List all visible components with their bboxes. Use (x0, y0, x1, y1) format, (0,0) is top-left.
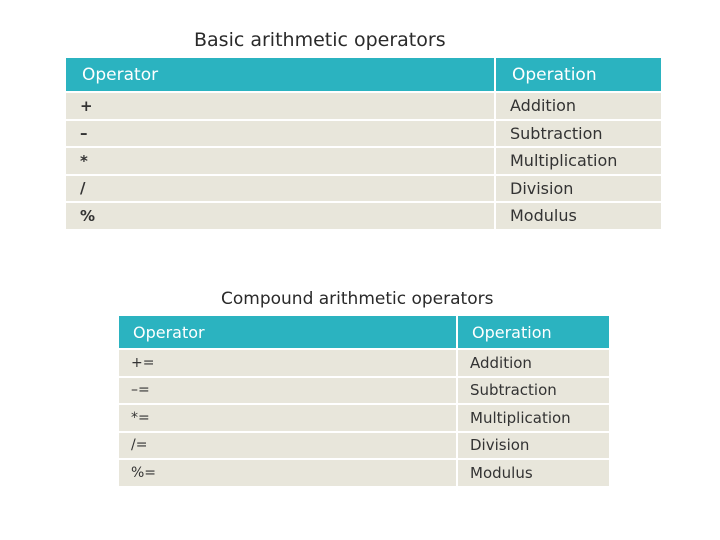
operator-cell: –= (119, 377, 457, 405)
operation-cell: Addition (457, 349, 609, 377)
operator-cell: += (119, 349, 457, 377)
operation-cell: Division (495, 175, 661, 203)
operation-cell: Addition (495, 92, 661, 120)
operation-column-header: Operation (457, 316, 609, 349)
compound-operators-caption: Compound arithmetic operators (221, 289, 494, 309)
operator-cell: + (66, 92, 495, 120)
operator-cell: /= (119, 432, 457, 460)
operator-cell: / (66, 175, 495, 203)
table-row (66, 202, 661, 229)
table-row (119, 432, 609, 460)
operation-cell: Modulus (495, 202, 661, 229)
basic-operators-table (66, 58, 661, 229)
operator-cell: – (66, 120, 495, 148)
operation-cell: Subtraction (457, 377, 609, 405)
operator-cell: *= (119, 404, 457, 432)
table-header-row (119, 316, 609, 349)
operator-cell: * (66, 147, 495, 175)
operation-cell: Multiplication (457, 404, 609, 432)
compound-operators-table (119, 316, 609, 486)
table-row (66, 175, 661, 203)
operation-cell: Modulus (457, 459, 609, 486)
table-row (66, 147, 661, 175)
basic-operators-caption: Basic arithmetic operators (194, 29, 446, 51)
operation-cell: Division (457, 432, 609, 460)
table-header-row (66, 58, 661, 92)
table-row (119, 459, 609, 486)
table-row (119, 404, 609, 432)
operator-cell: % (66, 202, 495, 229)
table-row (119, 349, 609, 377)
operator-cell: %= (119, 459, 457, 486)
operation-column-header: Operation (495, 58, 661, 92)
operation-cell: Multiplication (495, 147, 661, 175)
operation-cell: Subtraction (495, 120, 661, 148)
table-row (66, 92, 661, 120)
operator-column-header: Operator (119, 316, 457, 349)
operator-column-header: Operator (66, 58, 495, 92)
table-row (119, 377, 609, 405)
table-row (66, 120, 661, 148)
